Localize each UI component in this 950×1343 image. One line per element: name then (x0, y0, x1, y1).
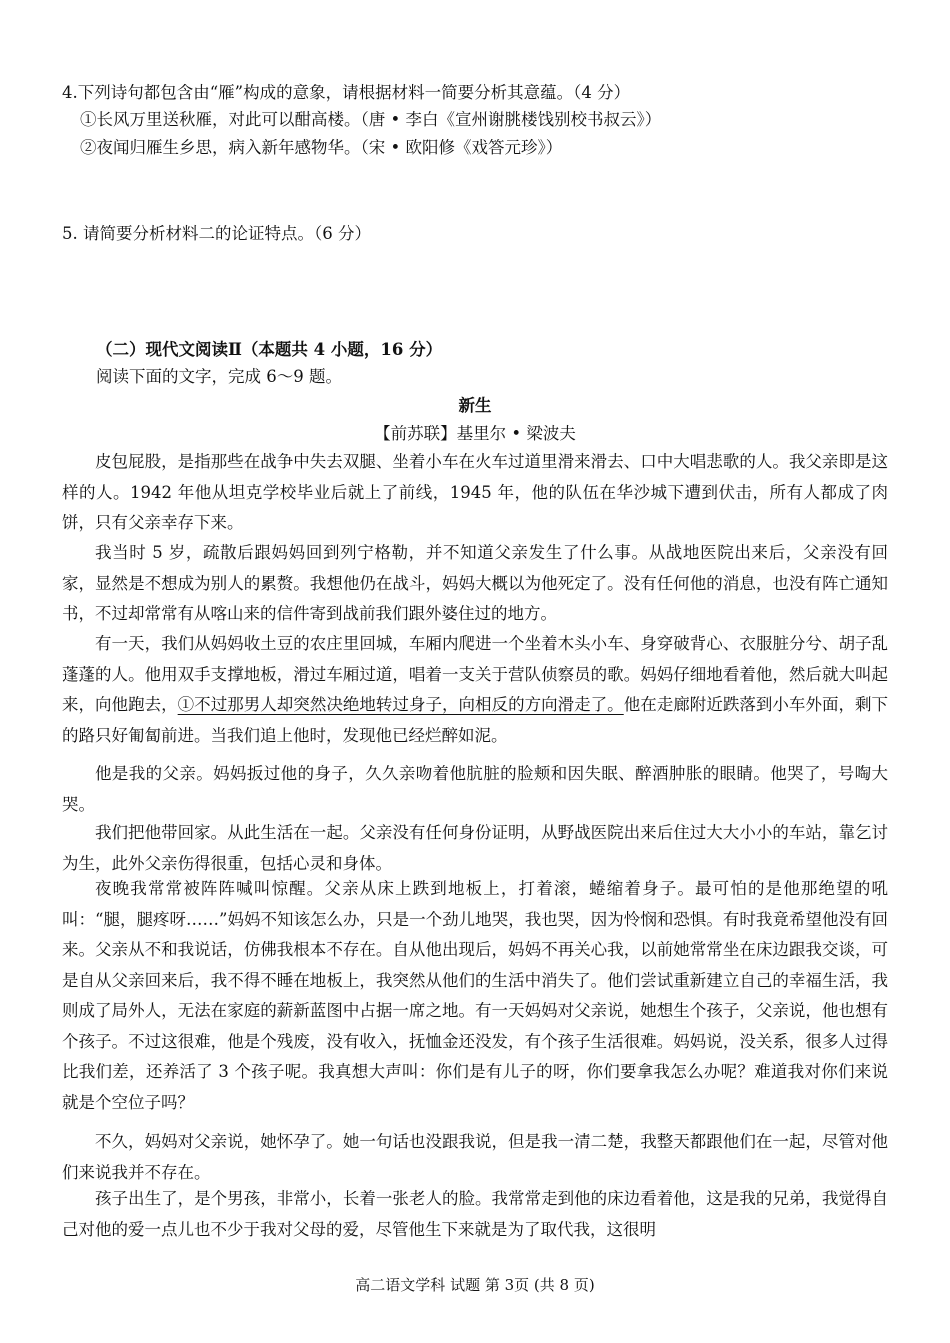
question-5-prompt: 5. 请简要分析材料二的论证特点。（6 分） (62, 224, 371, 243)
paragraph-3-text: 有一天，我们从妈妈收土豆的农庄里回城，车厢内爬进一个坐着木头小车、身穿破背心、衣服脏分兮、胡子乱蓬蓬的人。他用双手支撑地板，滑过车厢过道，唱着一支关于营队侦察员的歌。妈妈仔细地看着他，然后就大叫起来，向他跑去， (62, 634, 888, 714)
paragraph-3-text-end: 他在走廊附近跌落到小车外面，剩下的路只好匍匐前进。当我们追上他时，发现他已经烂醉如泥。 (62, 695, 889, 745)
underlined-sentence-1: ①不过那男人却突然决绝地转过身子，向相反的方向滑走了。 (177, 695, 624, 714)
paragraph-6: 夜晚我常常被阵阵喊叫惊醒。父亲从床上跌到地板上，打着滚，蜷缩着身子。最可怕的是他那绝望的吼叫：“腿，腿疼呀……”妈妈不知该怎么办，只是一个劲儿地哭，我也哭，因为怜悯和恐惧。有时我竟希望他没有回来。父亲从不和我说话，仿佛我根本不存在。自从他出现后，妈妈不再关心我，以前她常常坐在床边跟我交谈，可是自从父亲回来后，我不得不睡在地板上，我突然从他们的生活中消失了。他们尝试重新建立自己的幸福生活，我则成了局外人，无法在家庭的薪新蓝图中占据一席之地。有一天妈妈对父亲说，她想生个孩子，父亲说，他也想有个孩子。不过这很难，他是个残废，没有收入，抚恤金还没发，有个孩子生活很难。妈妈说，没关系，很多人过得比我们差，还养活了 3 个孩子呢。我真想大声叫：你们是有儿子的呀，你们要拿我怎么办呢？难道我对你们来说就是个空位子吗？ (62, 879, 888, 1112)
paragraph-7: 不久，妈妈对父亲说，她怀孕了。她一句话也没跟我说，但是我一清二楚，我整天都跟他们在一起，尽管对他们来说我并不存在。 (62, 1132, 888, 1182)
paragraph-2: 我当时 5 岁，疏散后跟妈妈回到列宁格勒，并不知道父亲发生了什么事。从战地医院出来后，父亲没有回家，显然是不想成为别人的累赘。我想他仍在战斗，妈妈大概以为他死定了。没有任何他的消息，也没有阵亡通知书，不过却常常有从喀山来的信件寄到战前我们跟外婆住过的地方。 (62, 543, 888, 623)
question-4-prompt: 4.下列诗句都包含由“雁”构成的意象，请根据材料一简要分析其意蕴。（4 分） (62, 83, 631, 102)
paragraph-1: 皮包屁股，是指那些在战争中失去双腿、坐着小车在火车过道里滑来滑去、口中大唱悲歌的人。我父亲即是这样的人。1942 年他从坦克学校毕业后就上了前线，1945 年，他的队伍在华沙城下遭到伏击，所有人都成了肉饼，只有父亲幸存下来。 (62, 452, 888, 532)
section-instruction: 阅读下面的文字，完成 6～9 题。 (96, 367, 342, 386)
paragraph-5: 我们把他带回家。从此生活在一起。父亲没有任何身份证明，从野战医院出来后住过大大小小的车站，靠乞讨为生，此外父亲伤得很重，包括心灵和身体。 (62, 823, 888, 873)
question-4-poem-1: ①长风万里送秋雁，对此可以酣高楼。（唐 • 李白《宣州谢朓楼饯别校书叔云》） (80, 110, 662, 129)
paragraph-8: 孩子出生了，是个男孩，非常小，长着一张老人的脸。我常常走到他的床边看着他，这是我的兄弟，我觉得自己对他的爱一点儿也不少于我对父母的爱，尽管他生下来就是为了取代我，这很明 (62, 1189, 888, 1239)
story-title: 新生 (458, 396, 492, 415)
section-heading: （二）现代文阅读Ⅱ（本题共 4 小题，16 分） (96, 340, 443, 359)
paragraph-4: 他是我的父亲。妈妈扳过他的身子，久久亲吻着他肮脏的脸颊和因失眠、醉酒肿胀的眼睛。他哭了，号啕大哭。 (62, 764, 888, 814)
question-4-poem-2: ②夜闻归雁生乡思，病入新年感物华。（宋 • 欧阳修《戏答元珍》） (80, 138, 563, 157)
page-footer: 高二语文学科 试题 第 3页 (共 8 页) (355, 1276, 595, 1294)
paragraph-3 (62, 629, 888, 751)
story-author: 【前苏联】基里尔 • 梁波夫 (374, 424, 576, 443)
